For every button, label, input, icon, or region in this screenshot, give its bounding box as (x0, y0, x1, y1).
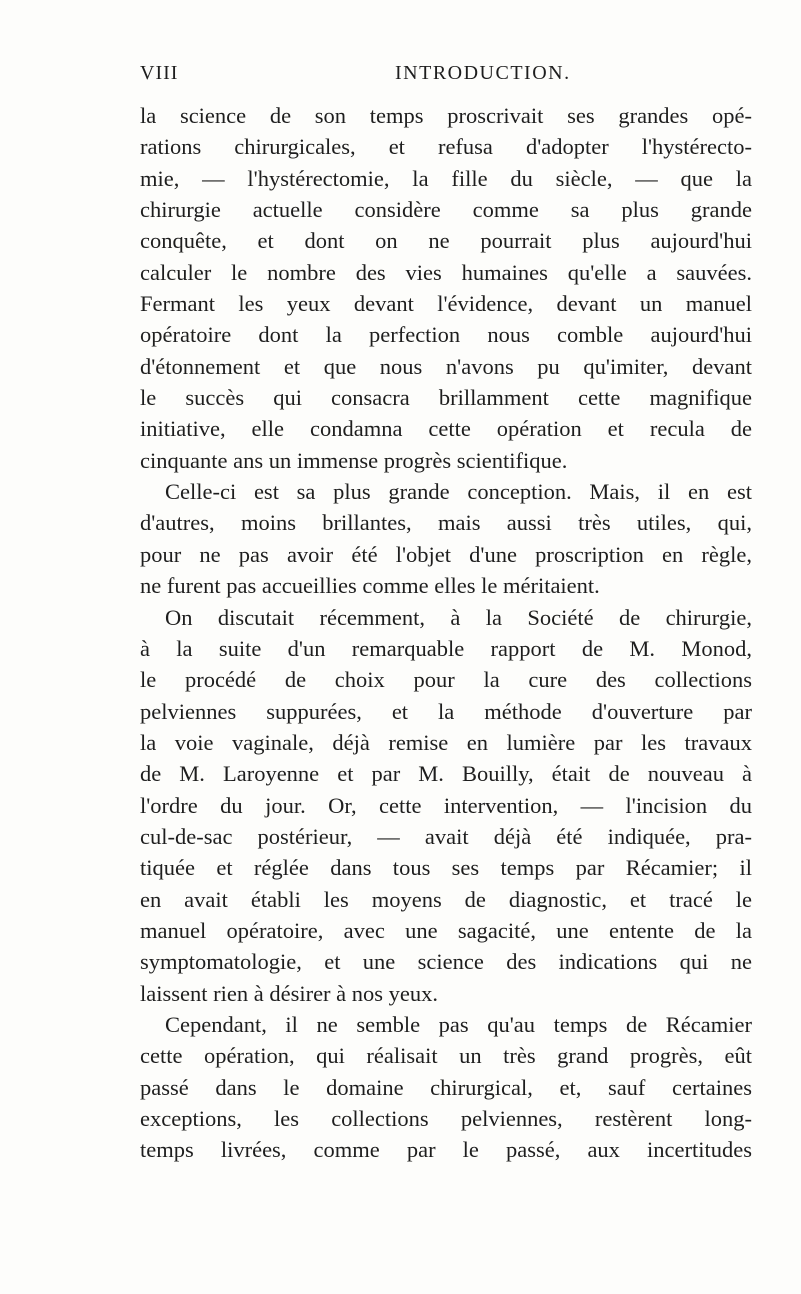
text-line: temps livrées, comme par le passé, aux incertitudes (140, 1137, 752, 1163)
text-line: Celle-ci est sa plus grande conception. Mais, il en est (165, 479, 752, 505)
text-line: le procédé de choix pour la cure des collections (140, 667, 752, 693)
text-line: manuel opératoire, avec une sagacité, une entente de la (140, 917, 752, 943)
text-line: cette opération, qui réalisait un très grand progrès, eût (140, 1043, 752, 1069)
text-line: pelviennes suppurées, et la méthode d'ouverture par (140, 698, 752, 724)
text-line: le succès qui consacra brillamment cette magnifique (140, 385, 752, 411)
text-line: à la suite d'un remarquable rapport de M. Monod, (140, 635, 752, 661)
text-line: d'étonnement et que nous n'avons pu qu'imiter, devant (140, 353, 752, 379)
text-line: Cependant, il ne semble pas qu'au temps de Récamier (165, 1011, 752, 1037)
text-line: calculer le nombre des vies humaines qu'elle a sauvées. (140, 259, 752, 285)
text-line: de M. Laroyenne et par M. Bouilly, était de nouveau à (140, 761, 752, 787)
page-number: VIII (140, 62, 179, 84)
text-line: l'ordre du jour. Or, cette intervention, — l'incision du (140, 792, 752, 818)
text-line: conquête, et dont on ne pourrait plus aujourd'hui (140, 228, 752, 254)
text-line: passé dans le domaine chirurgical, et, sauf certaines (140, 1074, 752, 1100)
text-line: en avait établi les moyens de diagnostic, et tracé le (140, 886, 752, 912)
text-line: symptomatologie, et une science des indications qui ne (140, 949, 752, 975)
text-line: la voie vaginale, déjà remise en lumière par les travaux (140, 729, 752, 755)
text-line: initiative, elle condamna cette opération et recula de (140, 416, 752, 442)
text-line: tiquée et réglée dans tous ses temps par Récamier; il (140, 855, 752, 881)
text-line: rations chirurgicales, et refusa d'adopter l'hystérecto- (140, 134, 752, 160)
text-line: chirurgie actuelle considère comme sa plus grande (140, 197, 752, 223)
body-text (140, 100, 752, 1166)
running-head: INTRODUCTION. (395, 62, 571, 84)
text-line: cul-de-sac postérieur, — avait déjà été indiquée, pra- (140, 823, 752, 849)
text-line: Fermant les yeux devant l'évidence, devant un manuel (140, 291, 752, 317)
text-line: ne furent pas accueillies comme elles le méritaient. (140, 573, 600, 599)
text-line: exceptions, les collections pelviennes, restèrent long- (140, 1106, 752, 1131)
page-header (140, 62, 750, 92)
text-line: laissent rien à désirer à nos yeux. (140, 980, 439, 1006)
text-line: opératoire dont la perfection nous comble aujourd'hui (140, 322, 752, 348)
text-line: d'autres, moins brillantes, mais aussi très utiles, qui, (140, 510, 752, 536)
text-line: mie, — l'hystérectomie, la fille du siècle, — que la (140, 165, 752, 191)
text-line: pour ne pas avoir été l'objet d'une proscription en règle, (140, 541, 752, 567)
text-line: la science de son temps proscrivait ses grandes opé- (140, 103, 752, 128)
text-line: On discutait récemment, à la Société de chirurgie, (165, 604, 752, 630)
text-line: cinquante ans un immense progrès scientifique. (140, 447, 568, 473)
